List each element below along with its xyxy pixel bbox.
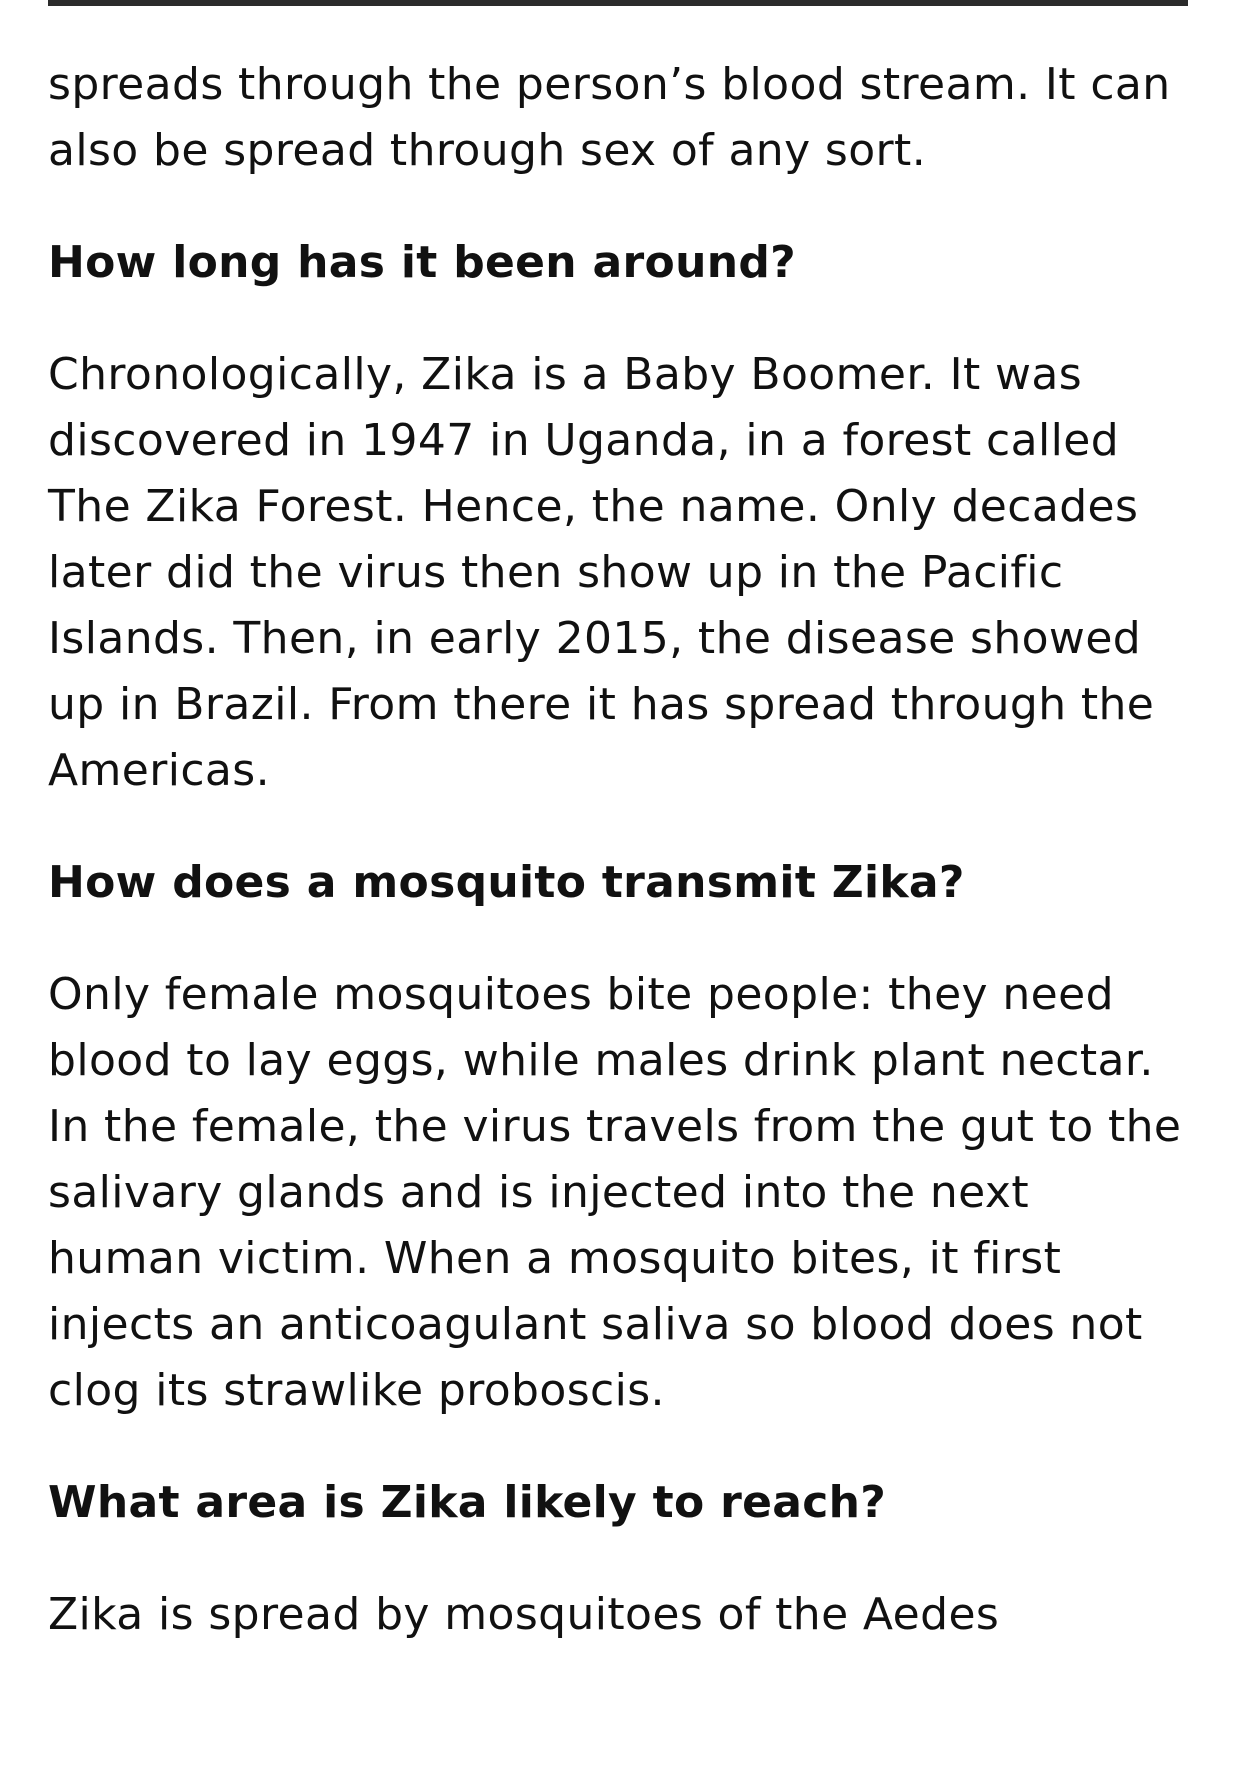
article-body	[48, 52, 1198, 1648]
section-body-history: Chronologically, Zika is a Baby Boomer. It was discovered in 1947 in Uganda, in a forest called The Zika Forest. Hence, the name. Only decades later did the virus then show up in the Pacific Islands. Then, in early 2015, the disease showed up in Brazil. From there it has spread through the Americas.	[48, 349, 1155, 796]
section-body-transmission: Only female mosquitoes bite people: they need blood to lay eggs, while males drink plant nectar. In the female, the virus travels from the gut to the salivary glands and is injected into the next human victim. When a mosquito bites, it first injects an anticoagulant saliva so blood does not clog its strawlike proboscis.	[48, 969, 1182, 1416]
section-heading-history: How long has it been around?	[48, 237, 796, 288]
section-heading-reach: What area is Zika likely to reach?	[48, 1477, 887, 1528]
top-divider	[48, 0, 1188, 6]
section-heading-transmission: How does a mosquito transmit Zika?	[48, 857, 965, 908]
section-body-reach: Zika is spread by mosquitoes of the Aedes	[48, 1589, 1000, 1640]
intro-paragraph: spreads through the person’s blood stream. It can also be spread through sex of any sort.	[48, 59, 1171, 176]
